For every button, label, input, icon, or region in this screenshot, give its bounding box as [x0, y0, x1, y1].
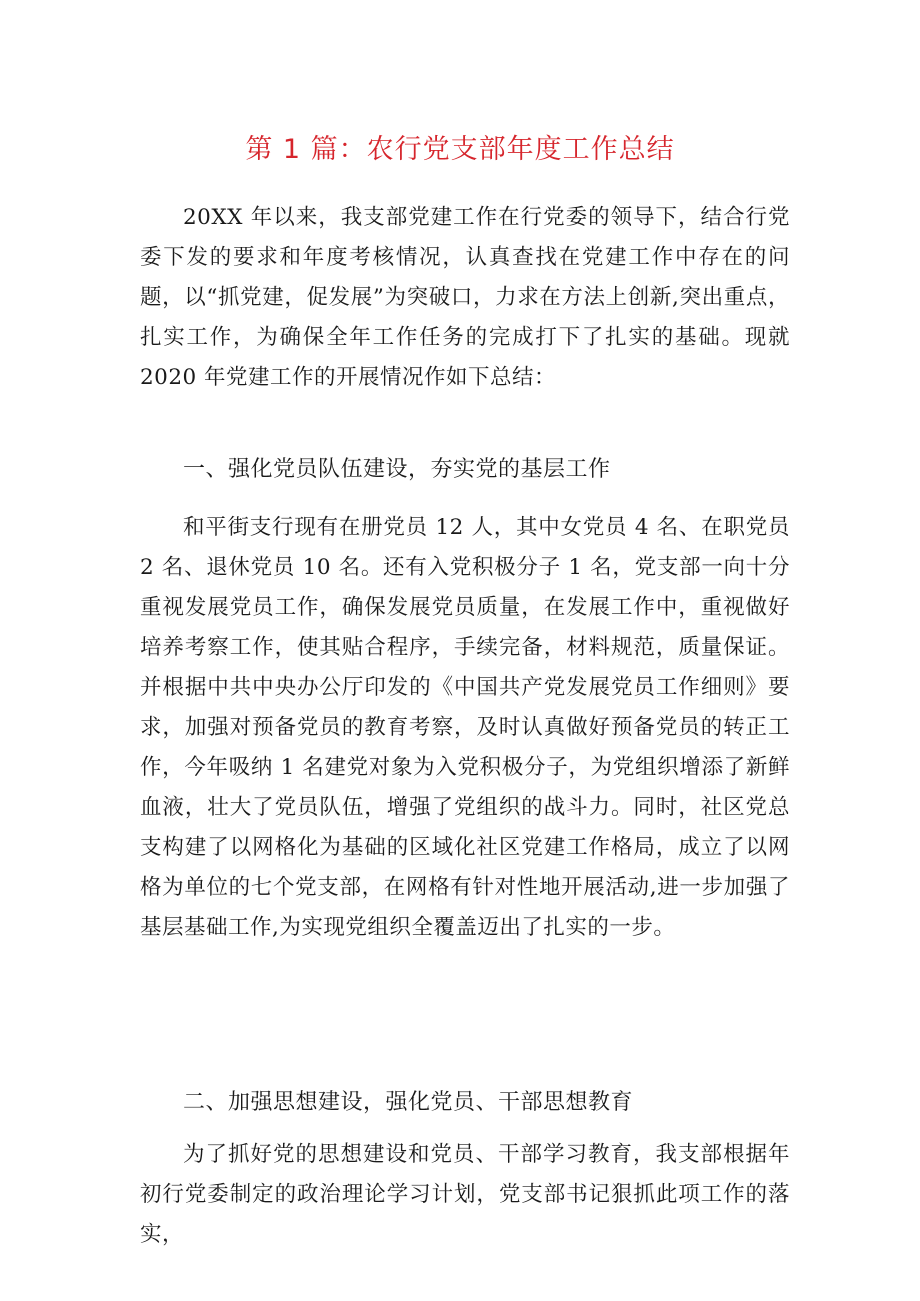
section-1-heading: 一、强化党员队伍建设，夯实党的基层工作 — [183, 457, 611, 482]
section-2-heading: 二、加强思想建设，强化党员、干部思想教育 — [183, 1090, 634, 1115]
document-title: 第 1 篇：农行党支部年度工作总结 — [245, 134, 675, 165]
intro-paragraph: 20XX 年以来，我支部党建工作在行党委的领导下，结合行党委下发的要求和年度考核情况，认真查找在党建工作中存在的问题，以“抓党建，促发展”为突破口，力求在方法上创新,突出重点，扎实工作，为确保全年工作任务的完成打下了扎实的基础。现就 2020 年党建工作的开展情况作如下总结： — [140, 205, 790, 390]
section-1-paragraph: 和平街支行现有在册党员 12 人，其中女党员 4 名、在职党员 2 名、退休党员 10 名。还有入党积极分子 1 名，党支部一向十分重视发展党员工作，确保发展党员质量，在发展工作中，重视做好培养考察工作，使其贴合程序，手续完备，材料规范，质量保证。并根据中共中央办公厅印发的《中国共产党发展党员工作细则》要求，加强对预备党员的教育考察，及时认真做好预备党员的转正工作，今年吸纳 1 名建党对象为入党积极分子，为党组织增添了新鲜血液，壮大了党员队伍，增强了党组织的战斗力。同时，社区党总支构建了以网格化为基础的区域化社区党建工作格局，成立了以网格为单位的七个党支部，在网格有针对性地开展活动,进一步加强了基层基础工作,为实现党组织全覆盖迈出了扎实的一步。 — [140, 515, 790, 940]
section-2-paragraph: 为了抓好党的思想建设和党员、干部学习教育，我支部根据年初行党委制定的政治理论学习计划，党支部书记狠抓此项工作的落实， — [140, 1142, 790, 1247]
